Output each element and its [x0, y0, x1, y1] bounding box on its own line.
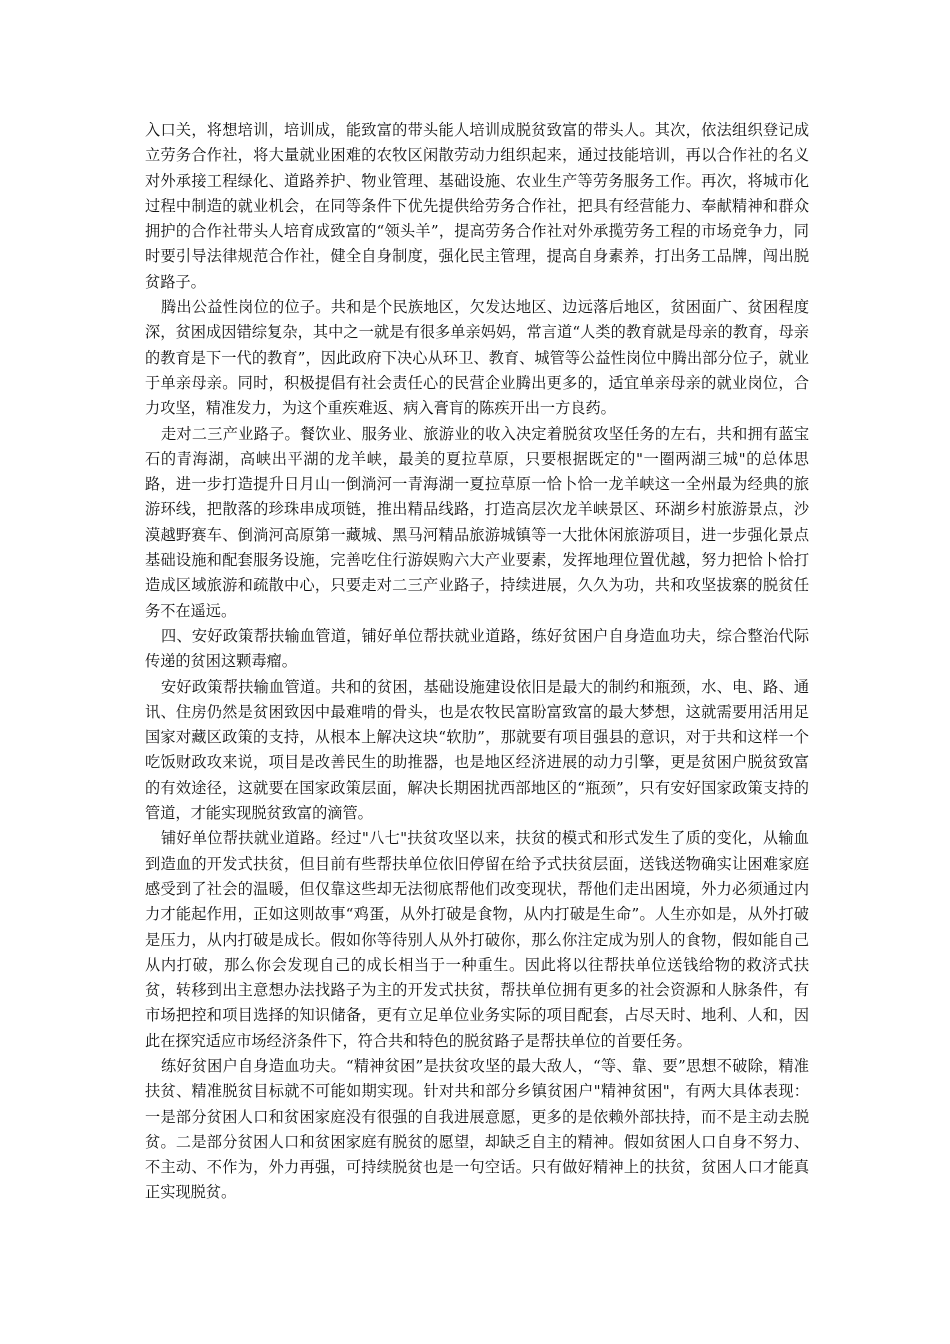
paragraph-secondary-tertiary-industry: 走对二三产业路子。餐饮业、服务业、旅游业的收入决定着脱贫攻坚任务的左右，共和拥有蓝宝石的青海湖，高峡出平湖的龙羊峡，最美的夏拉草原，只要根据既定的"一圈两湖三城"的总体思路，进一步打造提升日月山一倒淌河一青海湖一夏拉草原一恰卜恰一龙羊峡这一全州最为经典的旅游环线，把散落的珍珠串成项链，推出精品线路，打造高层次龙羊峡景区、环湖乡村旅游景点，沙漠越野赛车、倒淌河高原第一藏城、黑马河精品旅游城镇等一大批休闲旅游项目，进一步强化景点基础设施和配套服务设施，完善吃住行游娱购六大产业要素，发挥地理位置优越，努力把恰卜恰打造成区域旅游和疏散中心，只要走对二三产业路子，持续进展，久久为功，共和攻坚拔寨的脱贫任务不在遥远。	[145, 424, 809, 620]
document-body	[145, 118, 809, 1206]
paragraph-self-reliance: 练好贫困户自身造血功夫。“精神贫困”是扶贫攻坚的最大敌人，“等、靠、要”思想不破除，精准扶贫、精准脱贫目标就不可能如期实现。针对共和部分乡镇贫困户"精神贫困"，有两大具体表现：一是部分贫困人口和贫困家庭没有很强的自我进展意愿，更多的是依赖外部扶持，而不是主动去脱贫。二是部分贫困人口和贫困家庭有脱贫的愿望，却缺乏自主的精神。假如贫困人口自身不努力、不主动、不作为，外力再强，可持续脱贫也是一句空话。只有做好精神上的扶贫，贫困人口才能真正实现脱贫。	[145, 1056, 809, 1202]
paragraph-labor-cooperative: 入口关，将想培训，培训成，能致富的带头能人培训成脱贫致富的带头人。其次，依法组织登记成立劳务合作社，将大量就业困难的农牧区闲散劳动力组织起来，通过技能培训，再以合作社的名义对外承接工程绿化、道路养护、物业管理、基础设施、农业生产等劳务服务工作。再次，将城市化过程中制造的就业机会，在同等条件下优先提供给劳务合作社，把具有经营能力、奉献精神和群众拥护的合作社带头人培育成致富的“领头羊”，提高劳务合作社对外承揽劳务工程的市场竞争力，同时要引导法律规范合作社，健全自身制度，强化民主管理，提高自身素养，打出务工品牌，闯出脱贫路子。	[145, 121, 809, 291]
paragraph-unit-assistance: 铺好单位帮扶就业道路。经过"八七"扶贫攻坚以来，扶贫的模式和形式发生了质的变化，从输血到造血的开发式扶贫，但目前有些帮扶单位依旧停留在给予式扶贫层面，送钱送物确实让困难家庭感受到了社会的温暖，但仅靠这些却无法彻底帮他们改变现状，帮他们走出困境，外力必须通过内力才能起作用，正如这则故事“鸡蛋，从外打破是食物，从内打破是生命”。人生亦如是，从外打破是压力，从内打破是成长。假如你等待别人从外打破你，那么你注定成为别人的食物，假如能自己从内打破，那么你会发现自己的成长相当于一种重生。因此将以往帮扶单位送钱给物的救济式扶贫，转移到出主意想办法找路子为主的开发式扶贫，帮扶单位拥有更多的社会资源和人脉条件，有市场把控和项目选择的知识储备，更有立足单位业务实际的项目配套，占尽天时、地利、人和，因此在探究适应市场经济条件下，符合共和特色的脱贫路子是帮扶单位的首要任务。	[145, 829, 809, 1050]
paragraph-policy-support: 安好政策帮扶输血管道。共和的贫困，基础设施建设依旧是最大的制约和瓶颈，水、电、路、通讯、住房仍然是贫困致因中最难啃的骨头，也是农牧民富盼富致富的最大梦想，这就需要用活用足国家对藏区政策的支持，从根本上解决这块“软肋”，那就要有项目强县的意识，对于共和这样一个吃饭财政攻来说，项目是改善民生的助推器，也是地区经济进展的动力引擎，更是贫困户脱贫致富的有效途径，这就要在国家政策层面，解决长期困扰西部地区的“瓶颈”，只有安好国家政策支持的管道，才能实现脱贫致富的滴管。	[145, 677, 809, 823]
paragraph-public-welfare-posts: 腾出公益性岗位的位子。共和是个民族地区，欠发达地区、边远落后地区，贫困面广、贫困程度深，贫困成因错综复杂，其中之一就是有很多单亲妈妈，常言道“人类的教育就是母亲的教育，母亲的教育是下一代的教育”，因此政府下决心从环卫、教育、城管等公益性岗位中腾出部分位子，就业于单亲母亲。同时，积极提倡有社会责任心的民营企业腾出更多的，适宜单亲母亲的就业岗位，合力攻坚，精准发力，为这个重疾难返、病入膏肓的陈疾开出一方良药。	[145, 298, 809, 418]
section-heading-four: 四、安好政策帮扶输血管道，铺好单位帮扶就业道路，练好贫困户自身造血功夫，综合整治代际传递的贫困这颗毒瘤。	[145, 626, 809, 671]
